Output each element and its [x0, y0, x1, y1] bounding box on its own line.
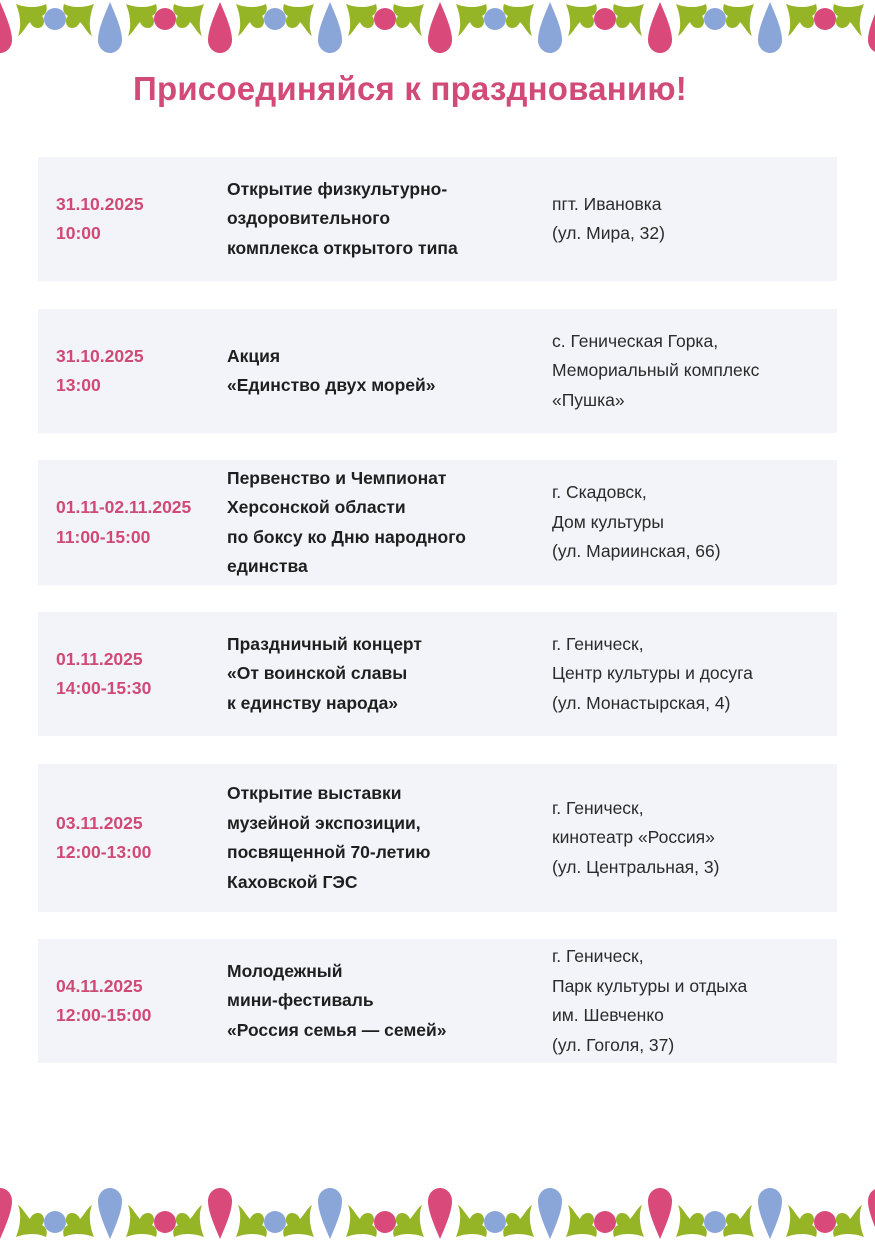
event-location — [552, 157, 832, 281]
event-title-line: единства — [227, 556, 308, 576]
event-title-line: к единству народа» — [227, 692, 399, 713]
event-location-line: (ул. Мира, 32) — [552, 223, 665, 243]
event-title-line: Открытие выставки — [227, 783, 402, 803]
event-location-line: г. Геническ, — [552, 797, 644, 818]
event-title — [227, 460, 537, 585]
event-title — [227, 764, 537, 912]
event-title — [227, 157, 537, 281]
event-card — [38, 460, 837, 585]
event-title-line: Каховской ГЭС — [227, 871, 358, 892]
event-title-line: посвященной 70-летию — [227, 842, 431, 862]
event-location-line: с. Геническая Горка, — [552, 330, 719, 351]
page-title: Присоединяйся к празднованию! — [133, 70, 687, 107]
event-location — [552, 612, 832, 736]
event-title — [227, 612, 537, 736]
event-title-line: музейной экспозиции, — [227, 812, 421, 833]
event-date: 03.11.2025 — [56, 812, 143, 833]
event-time: 14:00-15:30 — [56, 678, 152, 698]
event-card — [38, 309, 837, 433]
event-title-line: Херсонской области — [227, 497, 406, 517]
event-time: 12:00-13:00 — [56, 842, 152, 862]
event-title — [227, 309, 537, 433]
event-date: 01.11-02.11.2025 — [56, 497, 192, 517]
event-datetime — [56, 157, 221, 281]
event-date: 31.10.2025 — [56, 193, 144, 214]
event-time: 11:00-15:00 — [56, 526, 151, 547]
event-location-line: Мемориальный комплекс — [552, 360, 760, 381]
event-title-line: оздоровительного — [227, 208, 391, 229]
event-location-line: г. Скадовск, — [552, 482, 647, 503]
event-title — [227, 939, 537, 1063]
event-card — [38, 764, 837, 912]
event-datetime — [56, 309, 221, 433]
event-datetime — [56, 764, 221, 912]
event-time: 12:00-15:00 — [56, 1005, 152, 1025]
event-location-line: Центр культуры и досуга — [552, 663, 753, 684]
event-title-line: «Россия семья — семей» — [227, 1019, 447, 1040]
event-title-line: Первенство и Чемпионат — [227, 467, 447, 488]
event-location-line: им. Шевченко — [552, 1005, 664, 1025]
event-location-line: (ул. Гоголя, 37) — [552, 1034, 675, 1055]
event-location-line: (ул. Центральная, 3) — [552, 856, 720, 877]
event-title-line: по боксу ко Дню народного — [227, 526, 466, 547]
event-location-line: Парк культуры и отдыха — [552, 975, 748, 996]
event-title-line: «От воинской славы — [227, 663, 408, 684]
event-location — [552, 939, 832, 1063]
event-date: 01.11.2025 — [56, 648, 143, 669]
event-title-line: Молодежный — [227, 960, 343, 981]
event-location-line: кинотеатр «Россия» — [552, 827, 715, 848]
event-title-line: комплекса открытого типа — [227, 237, 458, 258]
ornament-border-bottom — [0, 1181, 875, 1241]
event-datetime — [56, 460, 221, 585]
event-card — [38, 612, 837, 736]
event-location-line: пгт. Ивановка — [552, 193, 662, 214]
event-location-line: (ул. Мариинская, 66) — [552, 541, 721, 562]
event-location-line: г. Геническ, — [552, 633, 644, 654]
event-time: 10:00 — [56, 223, 101, 243]
event-date: 31.10.2025 — [56, 345, 144, 366]
event-date: 04.11.2025 — [56, 975, 143, 996]
event-location — [552, 460, 832, 585]
event-title-line: Праздничный концерт — [227, 633, 422, 654]
event-location — [552, 764, 832, 912]
event-location-line: «Пушка» — [552, 389, 625, 410]
ornament-border-top — [0, 0, 875, 60]
event-title-line: «Единство двух морей» — [227, 375, 436, 395]
event-time: 13:00 — [56, 375, 101, 395]
event-title-line: Акция — [227, 345, 281, 366]
event-datetime — [56, 939, 221, 1063]
event-location — [552, 309, 832, 433]
event-location-line: Дом культуры — [552, 511, 664, 532]
event-datetime — [56, 612, 221, 736]
event-title-line: Открытие физкультурно- — [227, 178, 448, 199]
event-location-line: г. Геническ, — [552, 946, 644, 966]
event-card — [38, 157, 837, 281]
event-card — [38, 939, 837, 1063]
event-location-line: (ул. Монастырская, 4) — [552, 692, 731, 713]
event-title-line: мини-фестиваль — [227, 990, 374, 1011]
